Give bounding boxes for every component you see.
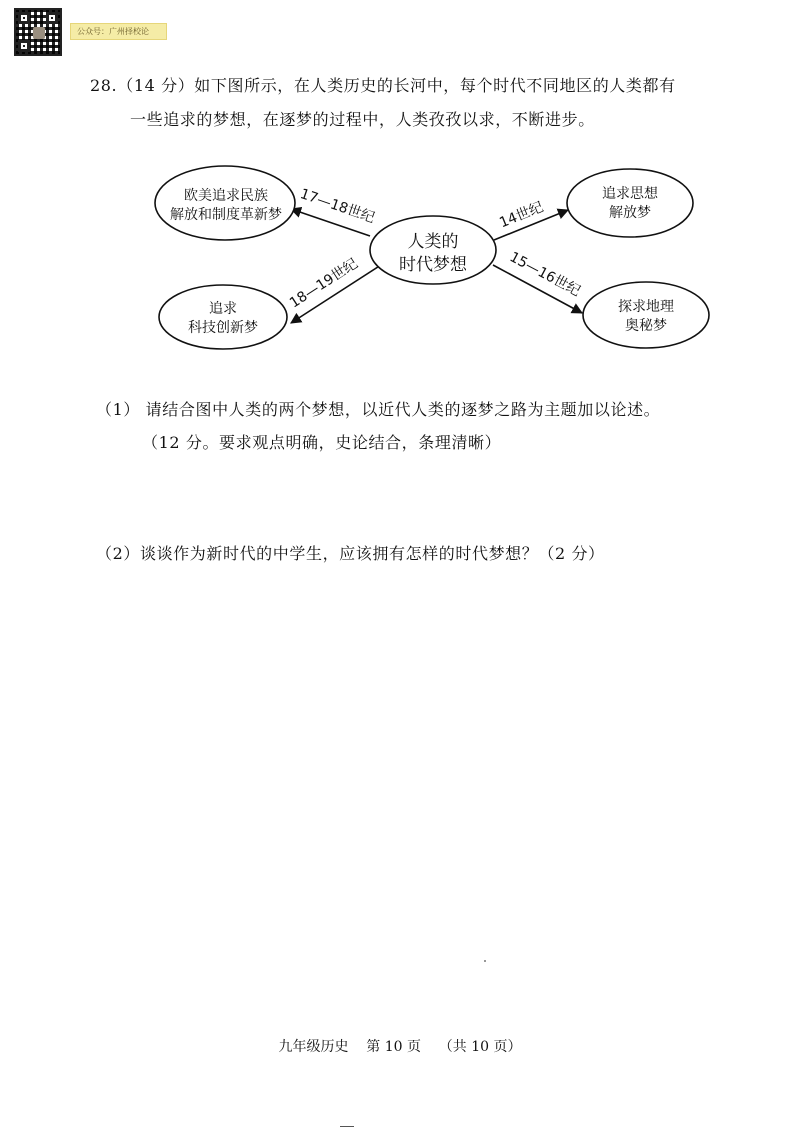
node-bl-line-1: 追求 xyxy=(209,301,237,317)
center-line-1: 人类的 xyxy=(407,232,459,252)
node-ellipse-br xyxy=(583,282,709,348)
node-tr-line-2: 解放梦 xyxy=(609,205,651,221)
page-footer: 九年级历史 第 10 页 （共 10 页） xyxy=(278,1039,522,1055)
node-tr-line-1: 追求思想 xyxy=(602,186,658,202)
question-title: 28.（14 分）如下图所示，在人类历史的长河中，每个时代不同地区的人类都有 xyxy=(90,76,676,95)
node-bl-line-2: 科技创新梦 xyxy=(188,320,258,336)
node-ellipse-bl xyxy=(159,285,287,349)
center-line-2: 时代梦想 xyxy=(399,255,467,275)
arrow-label-15-16: 15—16世纪 xyxy=(506,249,583,300)
dream-diagram xyxy=(0,0,800,400)
speck-mark xyxy=(484,960,486,962)
node-br-line-1: 探求地理 xyxy=(618,299,674,315)
subquestion-1-line-1: （1） 请结合图中人类的两个梦想，以近代人类的逐梦之路为主题加以论述。 xyxy=(96,400,661,419)
wechat-account-label: 公众号：广州择校论 xyxy=(70,23,167,40)
node-tl-line-1: 欧美追求民族 xyxy=(184,188,268,204)
question-text: 一些追求的梦想，在逐梦的过程中，人类孜孜以求，不断进步。 xyxy=(130,110,595,129)
arrow-label-14: 14世纪 xyxy=(497,199,546,232)
arrow-label-17-18: 17—18世纪 xyxy=(297,186,377,227)
subquestion-1-line-2: （12 分。要求观点明确，史论结合，条理清晰） xyxy=(142,433,502,452)
node-ellipse-tr xyxy=(567,169,693,237)
bottom-mark xyxy=(340,1126,354,1127)
subquestion-2: （2）谈谈作为新时代的中学生，应该拥有怎样的时代梦想？（2 分） xyxy=(96,544,605,563)
node-br-line-2: 奥秘梦 xyxy=(625,318,667,334)
node-tl-line-2: 解放和制度革新梦 xyxy=(170,207,282,223)
arrow-label-18-19: 18—19世纪 xyxy=(286,255,361,312)
